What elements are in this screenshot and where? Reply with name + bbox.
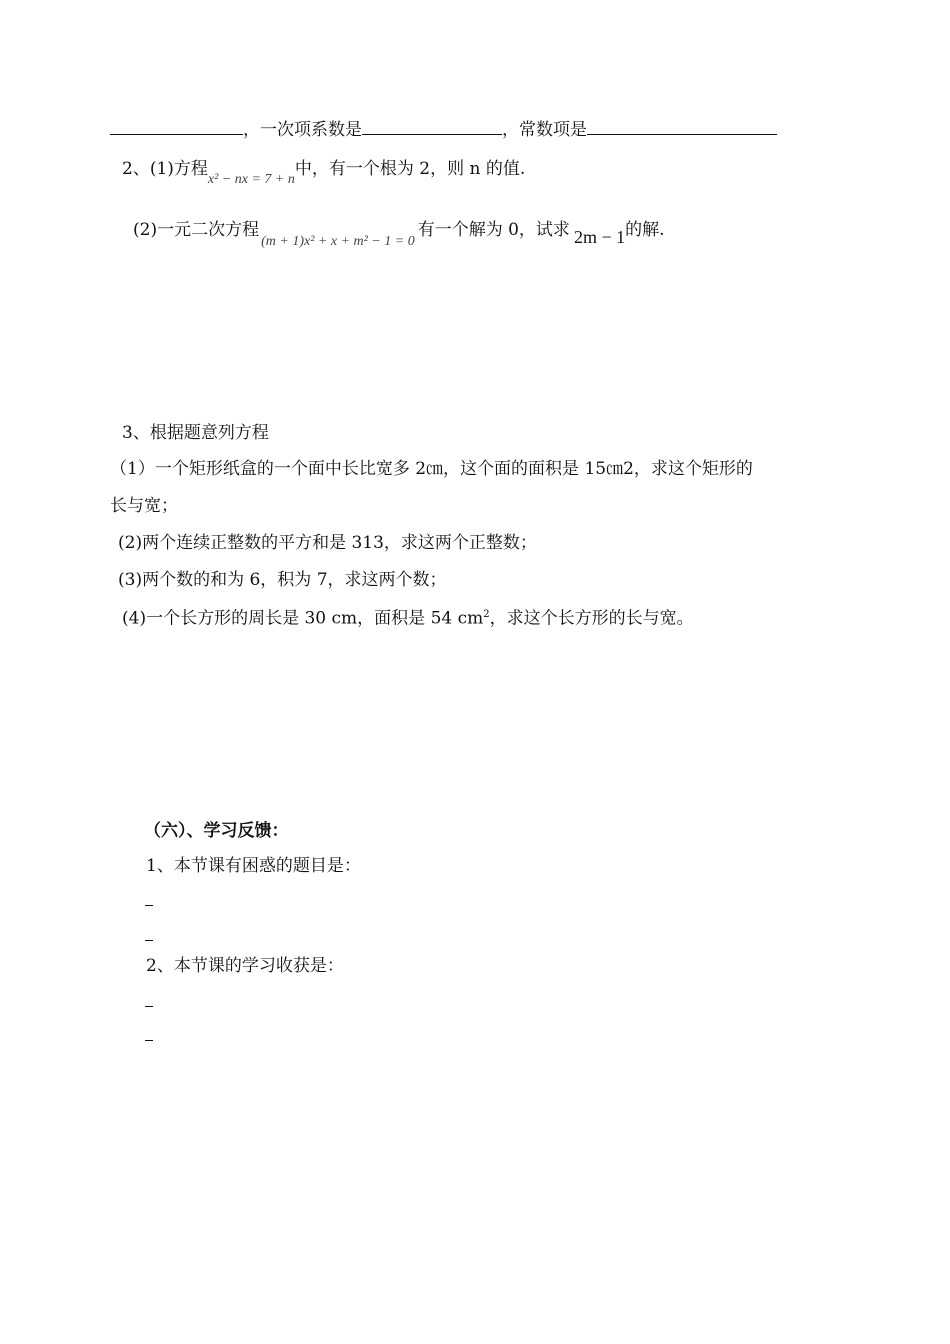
q3-item3: (3)两个数的和为 6，积为 7，求这两个数；: [118, 570, 447, 590]
feedback-heading: （六）、学习反馈：: [144, 821, 289, 841]
q3-item4: [122, 604, 694, 630]
q2-part2-prefix: (2)一元二次方程: [133, 220, 260, 240]
q1-fill-line: [110, 118, 777, 141]
linear-coef-label: ，一次项系数是: [243, 120, 362, 140]
q2-part1-suffix: 中，有一个根为 2，则 n 的值.: [294, 159, 526, 179]
q2-part2-equation: (m + 1)x² + x + m² − 1 = 0: [261, 234, 415, 249]
q3-title: 3、根据题意列方程: [122, 423, 269, 443]
feedback-q1-answer-line1[interactable]: [145, 905, 153, 906]
blank-linear-coef[interactable]: [362, 118, 502, 135]
q2-part2-mid: 有一个解为 0，试求: [417, 220, 570, 240]
feedback-q2-answer-line1[interactable]: [145, 1006, 153, 1007]
q3-item4-post: ，求这个长方形的长与宽。: [489, 608, 694, 629]
q3-item1-line1: （1）一个矩形纸盒的一个面中长比宽多 2㎝，这个面的面积是 15㎝2，求这个矩形的: [110, 459, 753, 479]
blank-constant[interactable]: [587, 118, 777, 135]
q2-part2-expression: 2m − 1: [573, 227, 626, 247]
feedback-q1: 1、本节课有困惑的题目是：: [146, 856, 361, 876]
feedback-q1-answer-line2[interactable]: [145, 940, 153, 941]
q2-part1-equation: x² − nx = 7 + n: [207, 172, 295, 187]
feedback-q2: 2、本节课的学习收获是：: [146, 956, 344, 976]
q3-item2: (2)两个连续正整数的平方和是 313，求这两个正整数；: [118, 533, 537, 553]
q3-item4-sup: 2: [483, 609, 490, 620]
q2-part1: [122, 158, 526, 187]
q2-part2: [133, 218, 665, 249]
blank-quadratic-coef[interactable]: [110, 118, 243, 135]
constant-label: ，常数项是: [502, 120, 587, 140]
q3-item4-pre: (4)一个长方形的周长是 30 cm，面积是 54 cm: [122, 608, 484, 629]
q2-part2-suffix: 的解.: [625, 220, 665, 240]
q2-part1-prefix: 2、(1)方程: [122, 159, 208, 179]
q3-item1-line2: 长与宽；: [110, 496, 178, 516]
feedback-q2-answer-line2[interactable]: [145, 1040, 153, 1041]
